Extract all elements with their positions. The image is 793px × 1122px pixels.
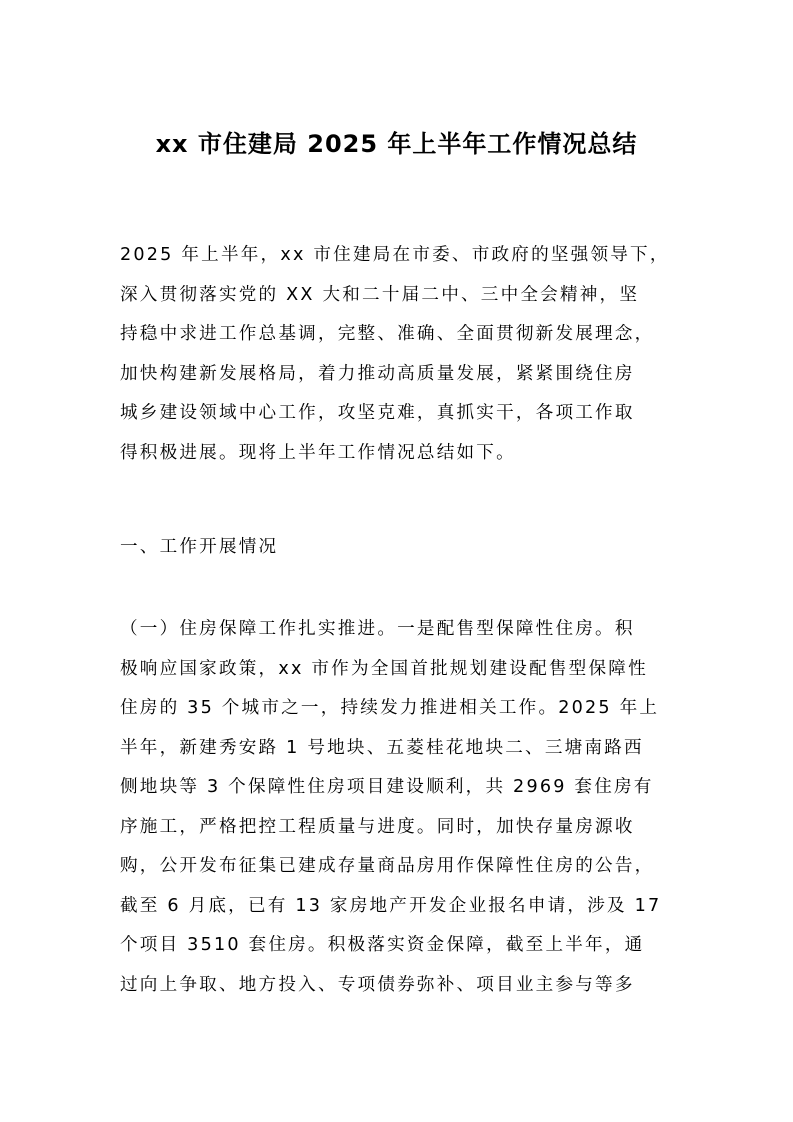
paragraph-line: 2025 年上半年，xx 市住建局在市委、市政府的坚强领导下， [120, 245, 670, 265]
paragraph-line: 个项目 3510 套住房。积极落实资金保障，截至上半年，通 [120, 935, 645, 955]
paragraph-line: 持稳中求进工作总基调，完整、准确、全面贯彻新发展理念， [120, 324, 655, 344]
paragraph-line: 城乡建设领域中心工作，攻坚克难，真抓实干，各项工作取 [120, 403, 635, 423]
paragraph-line: 侧地块等 3 个保障性住房项目建设顺利，共 2969 套住房有 [120, 777, 654, 797]
section-heading: 一、工作开展情况 [120, 537, 279, 557]
paragraph-line: 加快构建新发展格局，着力推动高质量发展，紧紧围绕住房 [120, 363, 635, 384]
paragraph-line: 住房的 35 个城市之一，持续发力推进相关工作。2025 年上 [120, 698, 660, 718]
paragraph-line: 深入贯彻落实党的 XX 大和二十届二中、三中全会精神，坚 [120, 284, 640, 305]
document-title: xx 市住建局 2025 年上半年工作情况总结 [155, 130, 638, 158]
paragraph-line: 过向上争取、地方投入、专项债券弥补、项目业主参与等多 [120, 974, 635, 995]
paragraph-line: （一）住房保障工作扎实推进。一是配售型保障性住房。积 [120, 619, 635, 639]
paragraph-line: 半年，新建秀安路 1 号地块、五菱桂花地块二、三塘南路西 [120, 737, 644, 758]
paragraph-line: 序施工，严格把控工程质量与进度。同时，加快存量房源收 [120, 816, 635, 837]
intro-paragraph [120, 236, 680, 473]
section1-paragraph [120, 610, 680, 1005]
paragraph-line: 极响应国家政策，xx 市作为全国首批规划建设配售型保障性 [120, 658, 648, 679]
paragraph-line: 截至 6 月底，已有 13 家房地产开发企业报名申请，涉及 17 [120, 895, 662, 916]
paragraph-line: 购，公开发布征集已建成存量商品房用作保障性住房的公告， [120, 856, 655, 876]
paragraph-line: 得积极进展。现将上半年工作情况总结如下。 [120, 442, 516, 463]
